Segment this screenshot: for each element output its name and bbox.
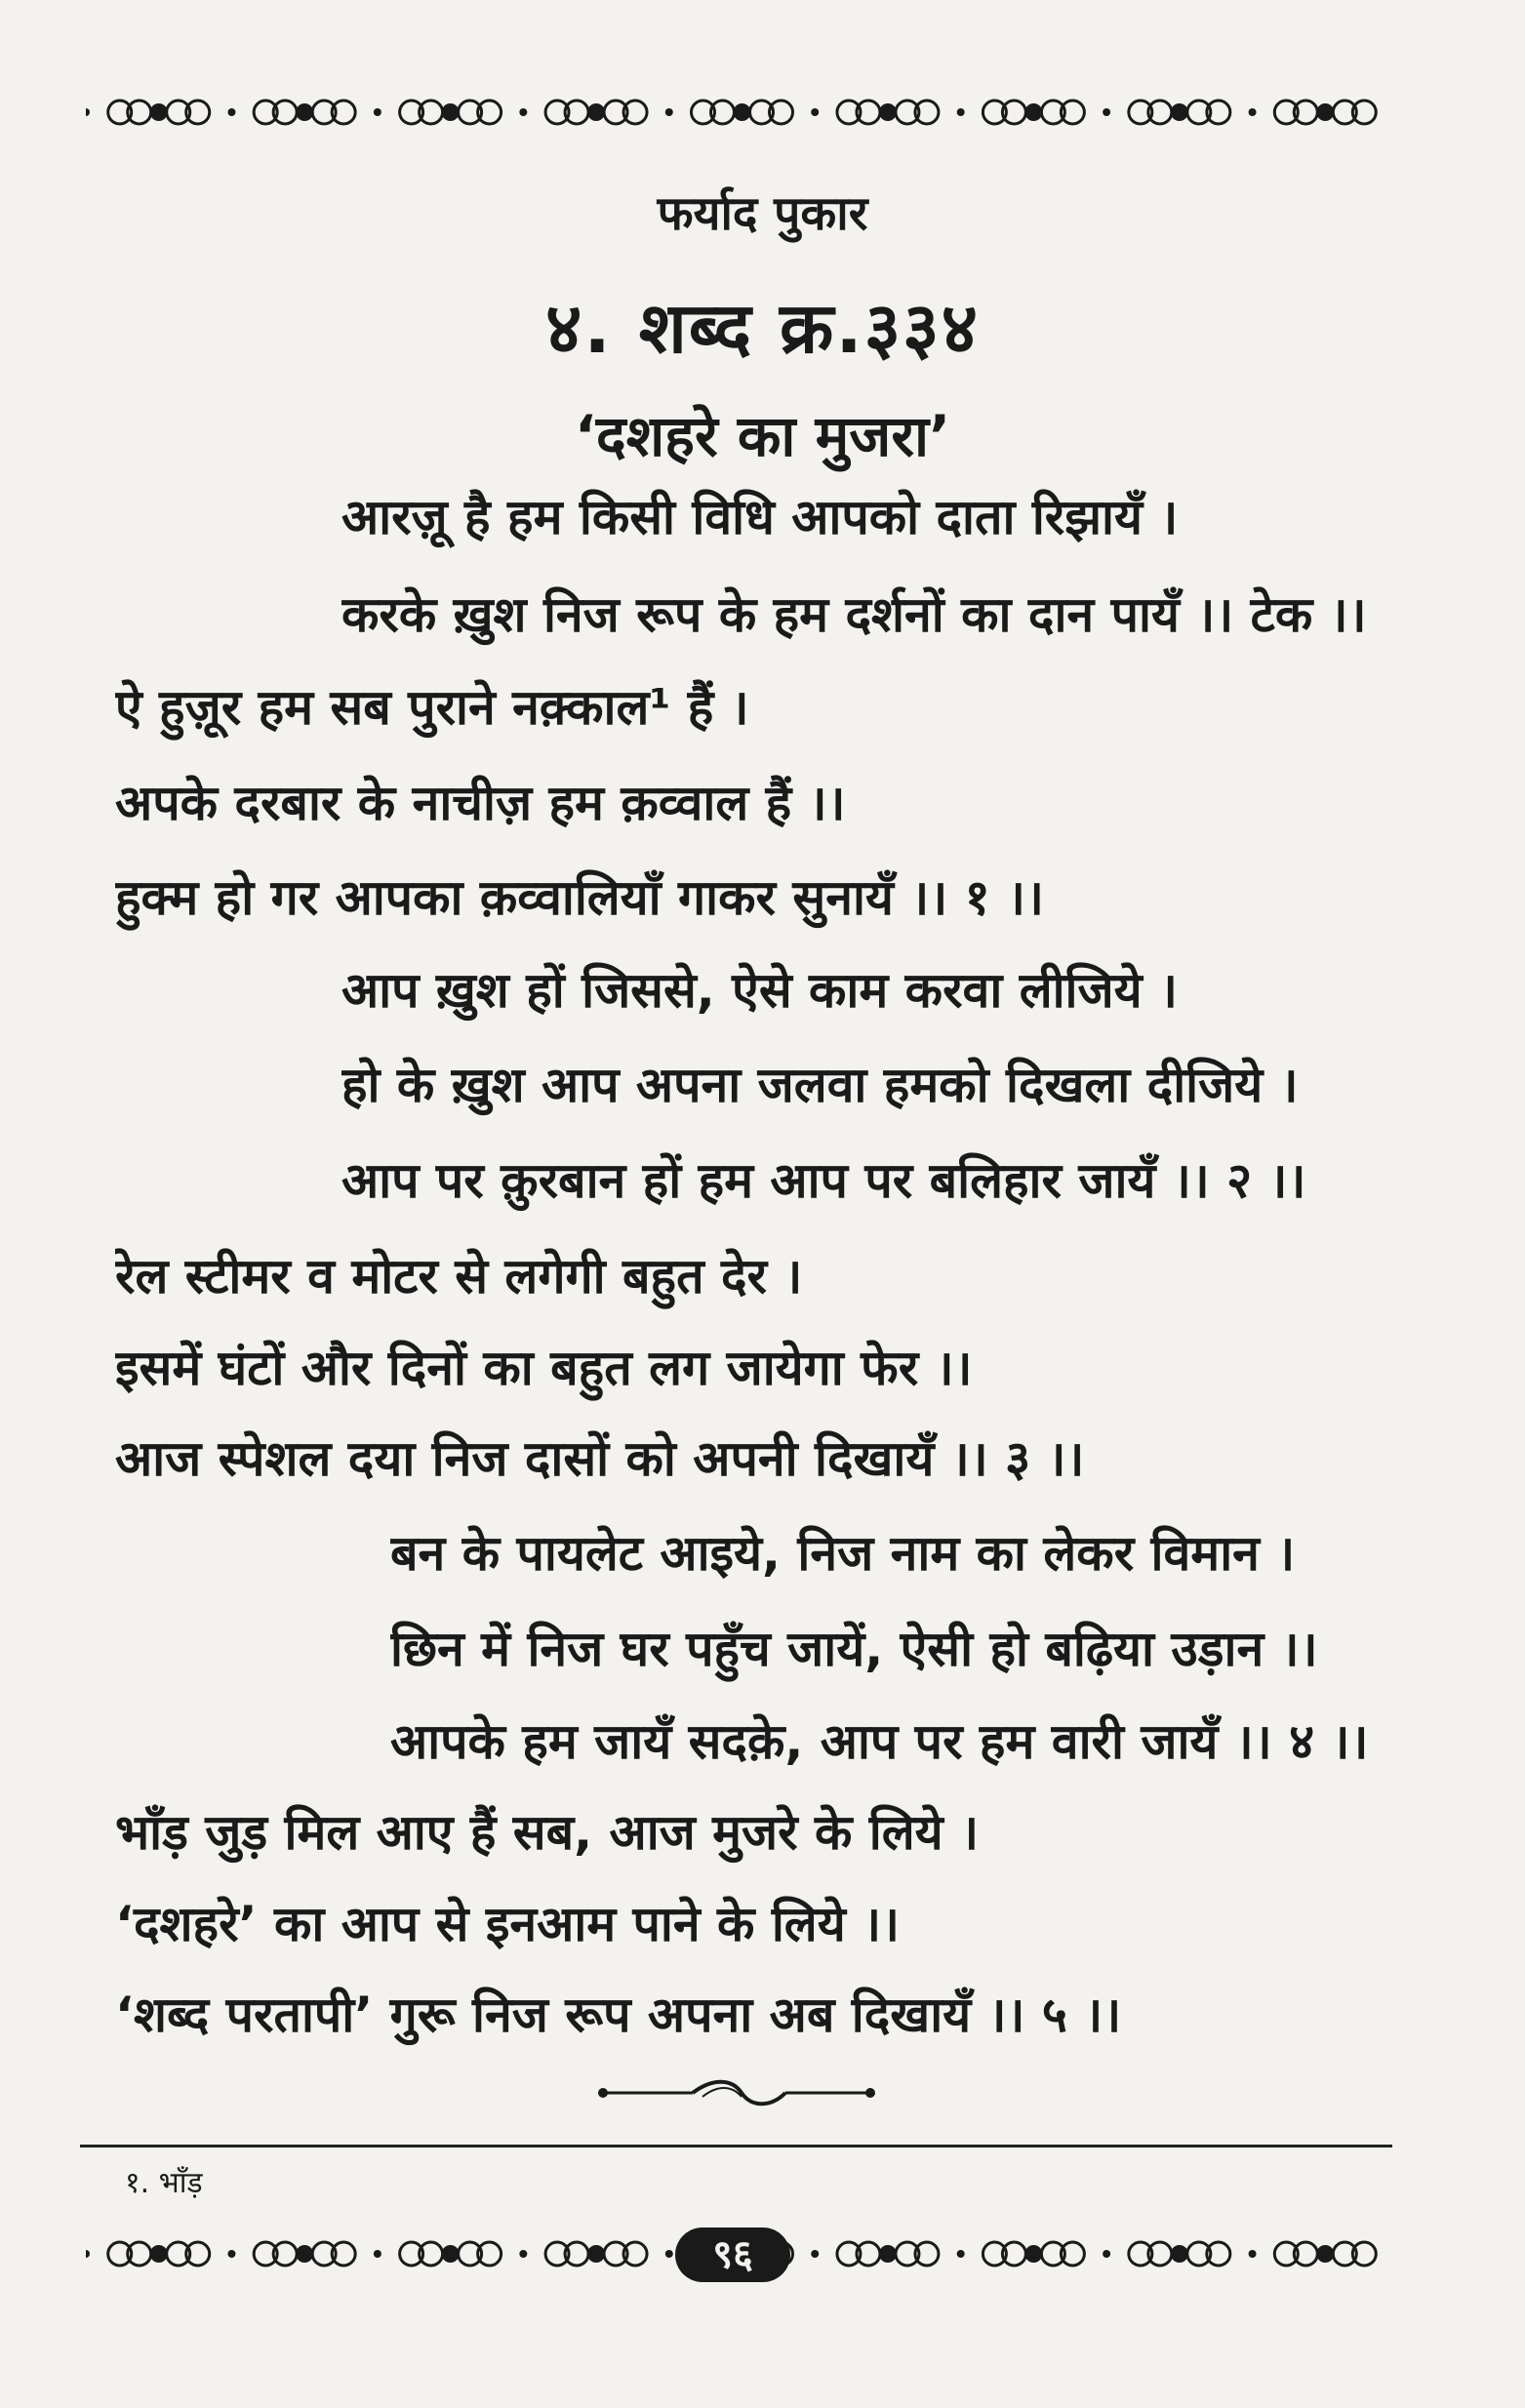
shabd-heading: ४. शब्द क्र.३३४ — [544, 287, 981, 369]
floral-motif — [374, 100, 502, 124]
poem-line: करके ख़ुश निज रूप के हम दर्शनों का दान पायँ ।। टेक ।। — [341, 586, 1367, 643]
poem-title: ‘दशहरे का मुजरा’ — [574, 403, 951, 469]
floral-motif — [227, 2242, 355, 2266]
poem-line: भाँड़ जुड़ मिल आए हैं सब, आज मुजरे के लिये । — [115, 1804, 980, 1861]
poem-line: हो के ख़ुश आप अपना जलवा हमको दिखला दीजिये । — [341, 1057, 1299, 1113]
floral-motif — [86, 100, 210, 124]
poem-line: आप पर क़ुरबान हों हम आप पर बलिहार जायँ ।। २ ।। — [341, 1152, 1306, 1209]
poem-line: आज स्पेशल दया निज दासों को अपनी दिखायँ ।। ३ ।। — [115, 1430, 1085, 1487]
poem-line: ‘दशहरे’ का आप से इनआम पाने के लिये ।। — [115, 1896, 900, 1952]
floral-motif — [1249, 2242, 1377, 2266]
page-number: ९६ — [675, 2227, 790, 2282]
floral-motif — [519, 2242, 647, 2266]
poem-line: आप ख़ुश हों जिससे, ऐसे काम करवा लीजिये । — [341, 962, 1178, 1019]
floral-motif — [519, 100, 647, 124]
floral-motif — [957, 2242, 1085, 2266]
floral-motif — [957, 100, 1085, 124]
section-title: फर्याद पुकार — [657, 186, 868, 241]
footnote-divider — [80, 2145, 1392, 2147]
poem-line: इसमें घंटों और दिनों का बहुत लग जायेगा फेर ।। — [115, 1340, 973, 1396]
footnote: १. भाँड़ — [125, 2166, 203, 2200]
poem-line: ‘शब्द परतापी’ गुरू निज रूप अपना अब दिखायँ ।। ५ ।। — [115, 1987, 1122, 2043]
top-decorative-border — [86, 78, 1398, 146]
poem-line: बन के पायलेट आइये, निज नाम का लेकर विमान । — [390, 1525, 1296, 1582]
poem-line: आरज़ू है हम किसी विधि आपको दाता रिझायँ । — [341, 489, 1179, 545]
poem-line: हुक्म हो गर आपका क़व्वालियाँ गाकर सुनायँ ।। १ ।। — [115, 869, 1044, 926]
floral-motif — [811, 2242, 939, 2266]
floral-motif — [1103, 100, 1230, 124]
floral-motif — [665, 100, 793, 124]
poem-line: ऐ हुज़ूर हम सब पुराने नक़्काल¹ हैं । — [115, 679, 749, 736]
floral-motif — [374, 2242, 502, 2266]
floral-motif — [811, 100, 939, 124]
floral-motif — [86, 2242, 210, 2266]
poem-line: अपके दरबार के नाचीज़ हम क़व्वाल हैं ।। — [115, 775, 846, 831]
floral-motif — [1249, 100, 1377, 124]
floral-motif — [1103, 2242, 1230, 2266]
poem-line: आपके हम जायँ सदक़े, आप पर हम वारी जायँ ।। ४ ।। — [390, 1713, 1369, 1770]
poem-line: छिन में निज घर पहुँच जायें, ऐसी हो बढ़िया उड़ान ।। — [390, 1621, 1318, 1677]
floral-motif — [227, 100, 355, 124]
closing-ornament — [595, 2073, 878, 2112]
poem-line: रेल स्टीमर व मोटर से लगेगी बहुत देर । — [115, 1248, 803, 1304]
